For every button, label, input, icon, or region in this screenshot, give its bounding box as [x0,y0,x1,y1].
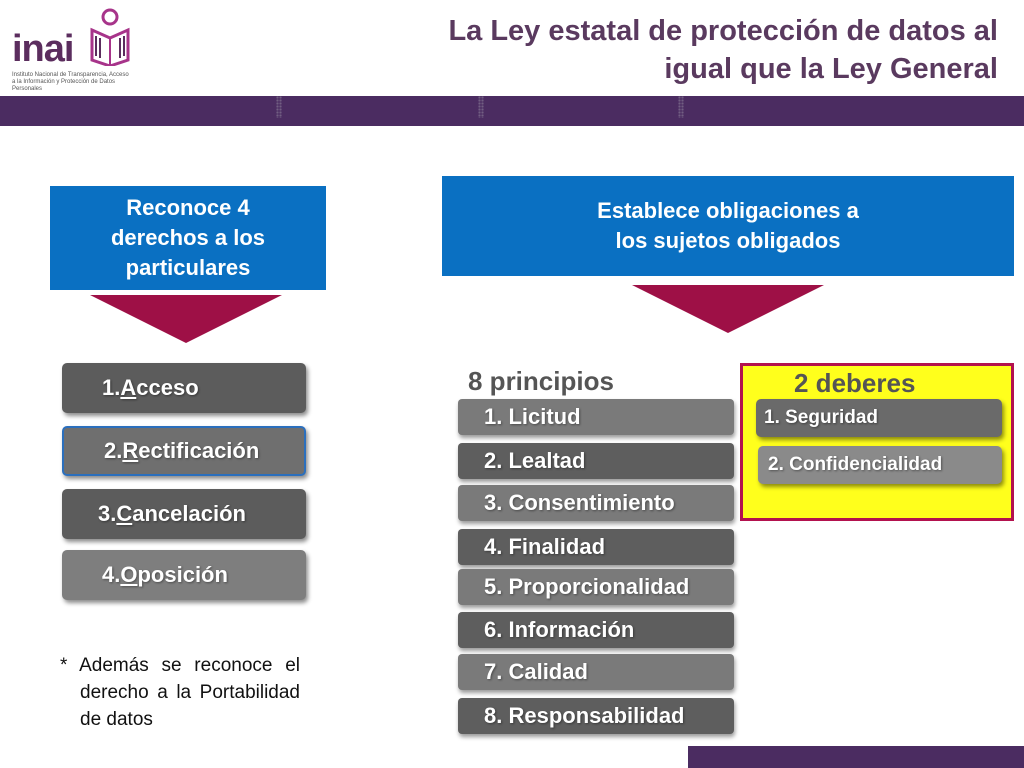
band-texture [678,96,684,118]
duties-label: 2 deberes [794,368,916,398]
duty-seguridad[interactable]: 1. Seguridad [756,399,1002,437]
band-texture [276,96,282,118]
right-initial: O [120,562,138,587]
right-rest: ectificación [138,438,260,463]
down-arrow-icon [632,285,824,333]
principle-finalidad[interactable]: 4. Finalidad [458,529,734,565]
duty-confidencialidad[interactable]: 2. Confidencialidad [758,446,1002,484]
right-rectificacion-button[interactable] [62,426,306,476]
right-number: 4. [102,562,121,587]
down-arrow-icon [90,295,282,343]
right-initial: A [120,375,137,400]
right-oposicion-button[interactable] [62,550,306,600]
header-band [0,96,1024,126]
principles-label: 8 principios [468,366,614,396]
right-initial: R [122,438,139,463]
right-rest: posición [137,562,228,587]
title-line-1: La Ley estatal de protección de datos al [448,15,998,47]
page-title [318,12,998,88]
title-line-2: igual que la Ley General [664,53,998,85]
obligations-header-box [442,176,1014,276]
right-acceso-button[interactable] [62,363,306,413]
principle-informacion[interactable]: 6. Información [458,612,734,648]
logo-wordmark: inai [12,28,74,70]
principle-consentimiento[interactable]: 3. Consentimiento [458,485,734,521]
right-cancelacion-button[interactable] [62,489,306,539]
right-number: 3. [98,501,117,526]
right-number: 2. [104,438,123,463]
logo-subtitle: Instituto Nacional de Transparencia, Acceso a la Información y Protección de Datos Personales [12,72,129,92]
principle-proporcionalidad[interactable]: 5. Proporcionalidad [458,569,734,605]
principle-calidad[interactable]: 7. Calidad [458,654,734,690]
principle-responsabilidad[interactable]: 8. Responsabilidad [458,698,734,734]
obligations-header-text: Establece obligaciones a los sujetos obligados [597,198,859,253]
rights-header-text: Reconoce 4 derechos a los particulares [110,195,266,280]
right-number: 1. [102,375,121,400]
right-rest: cceso [136,375,199,400]
right-rest: ancelación [132,501,246,526]
principle-lealtad[interactable]: 2. Lealtad [458,443,734,479]
band-texture [478,96,484,118]
portability-note [60,652,300,733]
portability-note-text: * Además se reconoce el derecho a la Portabilidad de datos [60,655,300,730]
inai-logo [8,6,138,90]
inai-logo-icon [88,8,132,66]
rights-header-box [50,186,326,290]
right-initial: C [116,501,133,526]
principle-licitud[interactable]: 1. Licitud [458,399,734,435]
footer-band [688,746,1024,768]
